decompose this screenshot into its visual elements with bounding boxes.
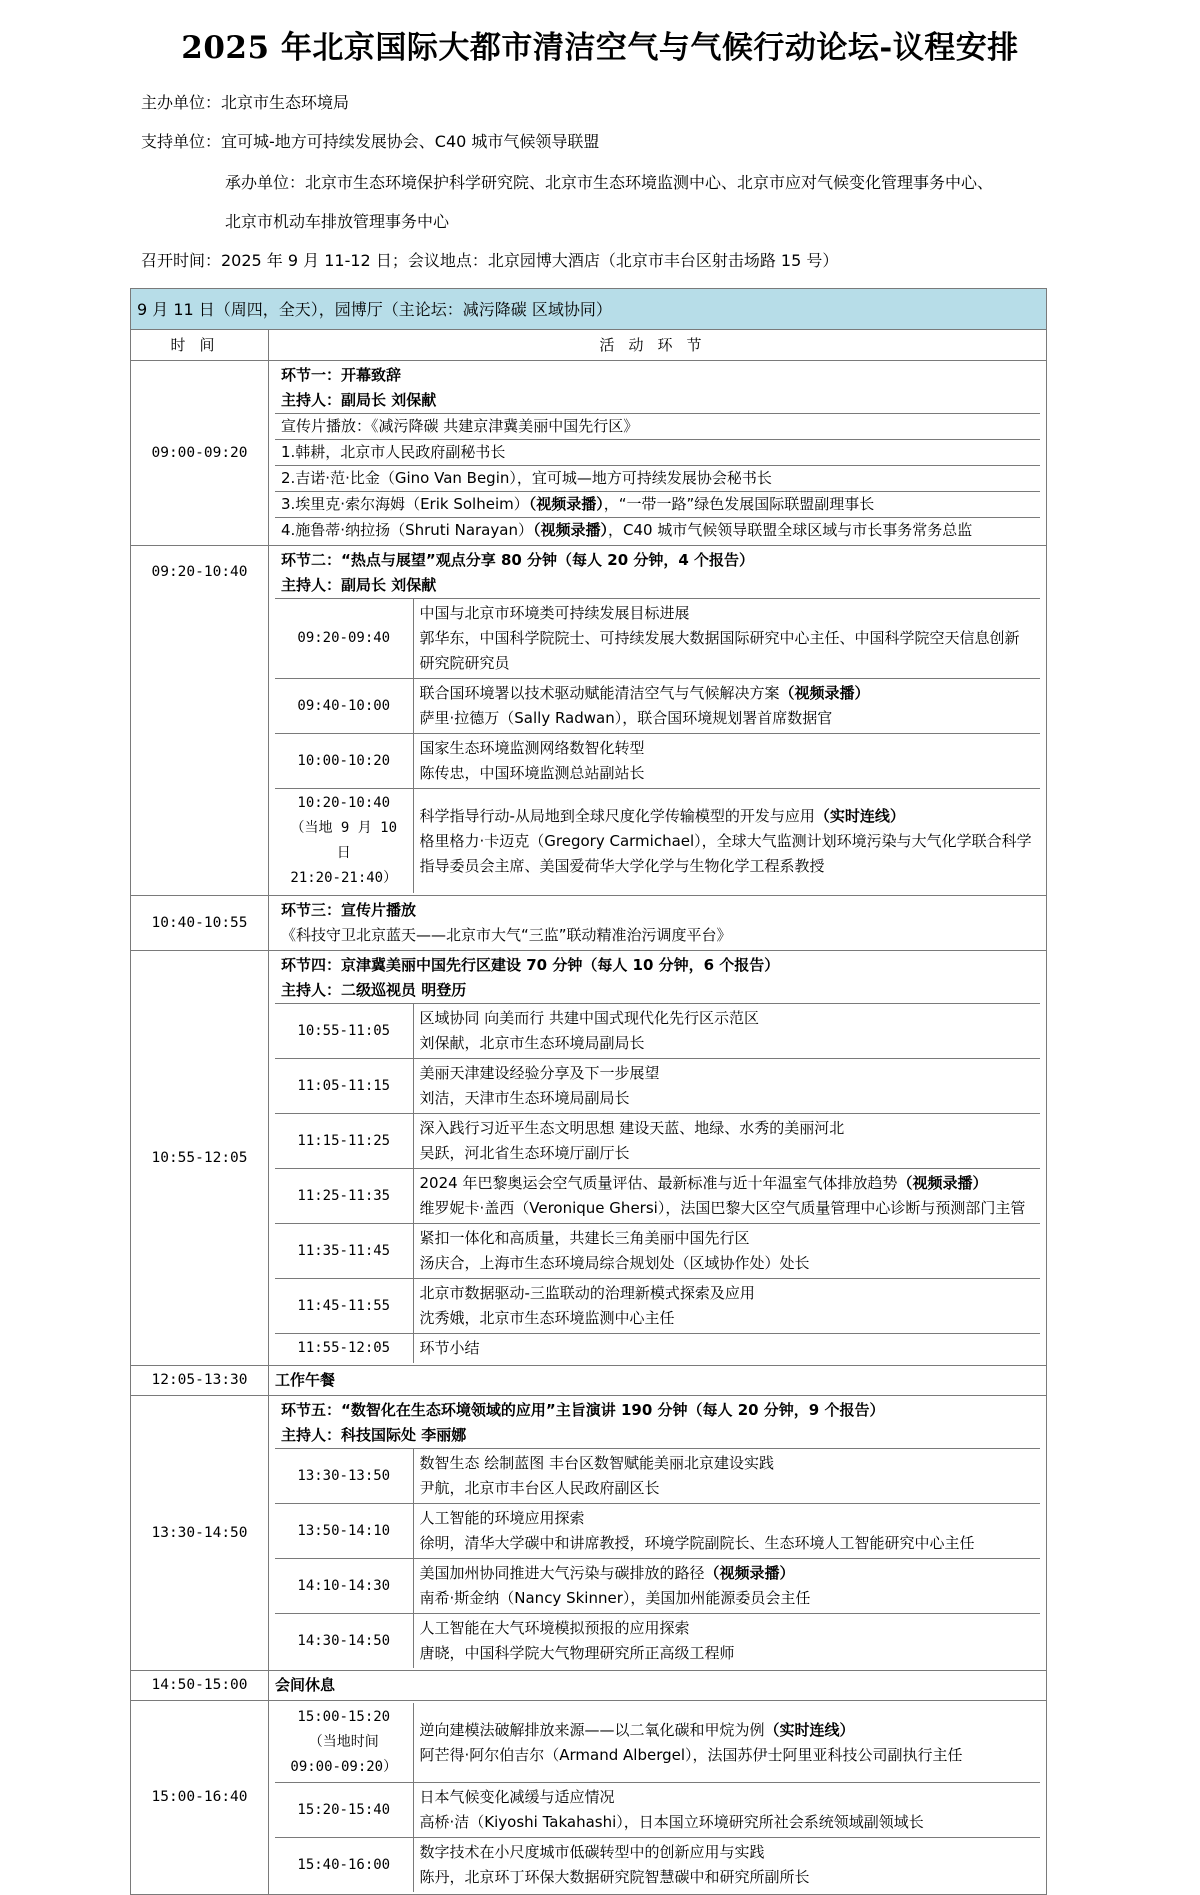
session-host: 主持人：副局长 刘保献 [281,576,437,594]
session-title: 环节五：“数智化在生态环境领域的应用”主旨演讲 190 分钟（每人 20 分钟，9 个报告） [281,1401,885,1419]
talk-time: 14:30-14:50 [275,1614,413,1669]
col-header-activity: 活动环节 [269,330,1047,361]
break-label: 会间休息 [269,1671,1047,1701]
col-header-time: 时间 [131,330,269,361]
local-time-note: （当地 9 月 10 日 [290,820,398,861]
talk-time: 11:45-11:55 [275,1279,413,1334]
talk-speaker: 萨里·拉德万（Sally Radwan），联合国环境规划署首席数据官 [419,709,833,727]
talk-row [275,1449,1040,1504]
talk-speaker: 陈传忠，中国环境监测总站副站长 [419,764,645,782]
talk-speaker: 阿芒得·阿尔伯吉尔（Armand Albergel），法国苏伊士阿里亚科技公司副执行主任 [419,1745,963,1764]
talk-time: 11:35-11:45 [275,1224,413,1279]
talk-time: 14:10-14:30 [275,1559,413,1614]
talk-row [275,1004,1040,1059]
session-2 [131,546,1047,896]
session-time: 12:05-13:30 [131,1366,269,1396]
talk-speaker: 南希·斯金纳（Nancy Skinner），美国加州能源委员会主任 [419,1589,811,1607]
talk-topic: 国家生态环境监测网络数智化转型 [419,739,645,757]
organizer-line-2: 北京市机动车排放管理事务中心 [225,212,450,231]
talk-topic: 人工智能的环境应用探索 [419,1509,585,1527]
speech-text: 3.埃里克·索尔海姆（Erik Solheim） [281,495,529,513]
speech-item [275,491,1040,517]
page-title: 2025 年北京国际大都市清洁空气与气候行动论坛-议程安排 [181,30,1019,66]
session-time: 10:55-12:05 [131,951,269,1366]
talk-list [275,598,1040,893]
organizer-line-1: 承办单位：北京市生态环境保护科学研究院、北京市生态环境监测中心、北京市应对气候变化管理事务中心、 [225,173,994,192]
talk-row [275,1059,1040,1114]
speech-item: 2.吉诺·范·比金（Gino Van Begin），宜可城—地方可持续发展协会秘书长 [275,465,1040,491]
talk-row [275,1614,1040,1669]
talk-time: 15:40-16:00 [275,1838,413,1893]
talk-speaker: 格里格力·卡迈克（Gregory Carmichael），全球大气监测计划环境污染与大气化学联合科学指导委员会主席、美国爱荷华大学化学与生物化学工程系教授 [419,831,1032,875]
talk-topic: 数字技术在小尺度城市低碳转型中的创新应用与实践 [419,1843,765,1861]
header-row [131,330,1047,361]
talk-topic: 2024 年巴黎奥运会空气质量评估、最新标准与近十年温室气体排放趋势 [419,1174,898,1192]
talk-list [275,1448,1040,1668]
session-host: 主持人：科技国际处 李丽娜 [281,1426,467,1444]
talk-speaker: 刘洁，天津市生态环境局副局长 [419,1089,630,1107]
talk-time: 11:15-11:25 [275,1114,413,1169]
talk-list [275,1703,1040,1892]
talk-time: 11:55-12:05 [275,1334,413,1364]
talk-row [275,1334,1040,1364]
talk-speaker: 郭华东，中国科学院院士、可持续发展大数据国际研究中心主任、中国科学院空天信息创新研究院研究员 [419,629,1020,672]
talk-time: 13:30-13:50 [275,1449,413,1504]
talk-row [275,1279,1040,1334]
talk-time: 10:55-11:05 [275,1004,413,1059]
lunch-label: 工作午餐 [269,1366,1047,1396]
live-tag: （实时连线） [814,806,905,825]
talk-time: 13:50-14:10 [275,1504,413,1559]
host-org: 主办单位：北京市生态环境局 [141,93,350,112]
session-time: 14:50-15:00 [131,1671,269,1701]
talk-speaker: 徐明，清华大学碳中和讲席教授，环境学院副院长、生态环境人工智能研究中心主任 [419,1534,975,1552]
speech-text: ，“一带一路”绿色发展国际联盟副理事长 [603,495,875,513]
session-time: 09:20-10:40 [131,546,269,896]
session-host: 主持人：副局长 刘保献 [281,391,437,409]
talk-speaker: 刘保献，北京市生态环境局副局长 [419,1034,645,1052]
video-tag: （视频录播） [532,521,608,539]
session-title: 环节二：“热点与展望”观点分享 80 分钟（每人 20 分钟，4 个报告） [281,551,755,569]
lunch-row [131,1366,1047,1396]
break-row [131,1671,1047,1701]
talk-topic: 环节小结 [413,1334,1040,1364]
talk-row [275,1504,1040,1559]
session-1 [131,361,1047,546]
session-title: 环节三：宣传片播放 [281,901,417,919]
talk-topic: 美丽天津建设经验分享及下一步展望 [419,1064,660,1082]
session-6 [131,1701,1047,1895]
session-time: 10:40-10:55 [131,896,269,951]
talk-topic: 深入践行习近平生态文明思想 建设天蓝、地绿、水秀的美丽河北 [419,1119,845,1137]
talk-time: 11:25-11:35 [275,1169,413,1224]
talk-time: 10:00-10:20 [275,734,413,789]
talk-time: 15:20-15:40 [275,1783,413,1838]
talk-topic: 日本气候变化减缓与适应情况 [419,1788,615,1806]
talk-topic: 美国加州协同推进大气污染与碳排放的路径 [419,1564,705,1582]
talk-speaker: 唐晓，中国科学院大气物理研究所正高级工程师 [419,1644,735,1662]
talk-topic: 人工智能在大气环境模拟预报的应用探索 [419,1619,690,1637]
talk-row [275,1838,1040,1893]
talk-topic: 北京市数据驱动-三监联动的治理新模式探索及应用 [419,1284,755,1302]
talk-time: 09:20-09:40 [275,599,413,679]
session-title: 环节一：开幕致辞 [281,366,402,384]
video-tag: （视频录播） [528,495,604,513]
talk-speaker: 高桥·洁（Kiyoshi Takahashi），日本国立环境研究所社会系统领域副领域长 [419,1813,924,1831]
session-host: 主持人：二级巡视员 明登历 [281,981,467,999]
session-time: 15:00-16:40 [131,1701,269,1895]
talk-topic: 中国与北京市环境类可持续发展目标进展 [419,604,690,622]
local-time-note: （当地时间 [308,1734,379,1750]
speech-text: 4.施鲁蒂·纳拉扬（Shruti Narayan） [281,521,533,539]
talk-row [275,1783,1040,1838]
talk-row [275,1559,1040,1614]
session-title: 环节四：京津冀美丽中国先行区建设 70 分钟（每人 10 分钟，6 个报告） [281,956,780,974]
support-org: 支持单位：宜可城-地方可持续发展协会、C40 城市气候领导联盟 [141,132,600,151]
talk-row [275,599,1040,679]
promo-video: 《科技守卫北京蓝天——北京市大气“三监”联动精准治污调度平台》 [281,926,732,944]
talk-row [275,734,1040,789]
video-tag: （视频录播） [897,1174,988,1192]
talk-time: 15:00-15:20 [297,1709,391,1725]
speech-item [275,517,1040,543]
talk-row [275,1703,1040,1783]
talk-time: 09:40-10:00 [275,679,413,734]
talk-speaker: 尹航，北京市丰台区人民政府副区长 [419,1479,660,1497]
video-tag: （视频录播） [704,1564,795,1582]
time-place: 召开时间：2025 年 9 月 11-12 日；会议地点：北京园博大酒店（北京市丰台区射击场路 15 号） [141,251,839,270]
talk-topic: 科学指导行动-从局地到全球尺度化学传输模型的开发与应用 [419,806,815,825]
speech-text: ，C40 城市气候领导联盟全球区域与市长事务常务总监 [607,521,973,539]
talk-row [275,1169,1040,1224]
talk-time: 11:05-11:15 [275,1059,413,1114]
day-banner-row [131,289,1047,330]
talk-time: 10:20-10:40 [297,795,391,811]
talk-speaker: 陈丹，北京环丁环保大数据研究院智慧碳中和研究所副所长 [419,1868,810,1886]
talk-list [275,1003,1040,1363]
session-4 [131,951,1047,1366]
session-5 [131,1396,1047,1671]
talk-row [275,679,1040,734]
talk-topic: 紧扣一体化和高质量，共建长三角美丽中国先行区 [419,1229,750,1247]
local-time-note: 09:00-09:20） [290,1759,398,1775]
talk-topic: 逆向建模法破解排放来源——以二氧化碳和甲烷为例 [419,1720,765,1739]
agenda-table [130,288,1047,1895]
talk-speaker: 汤庆合，上海市生态环境局综合规划处（区域协作处）处长 [419,1254,810,1272]
talk-row [275,789,1040,894]
talk-speaker: 维罗妮卡·盖西（Veronique Ghersi），法国巴黎大区空气质量管理中心诊断与预测部门主管 [419,1199,1026,1217]
session-3 [131,896,1047,951]
video-tag: （视频录播） [779,684,870,702]
talk-speaker: 沈秀娥，北京市生态环境监测中心主任 [419,1309,675,1327]
live-tag: （实时连线） [764,1720,855,1739]
day-banner: 9 月 11 日（周四，全天），园博厅（主论坛：减污降碳 区域协同） [131,289,1047,330]
talk-row [275,1114,1040,1169]
session-time: 09:00-09:20 [131,361,269,546]
session-time: 13:30-14:50 [131,1396,269,1671]
local-time-note: 21:20-21:40） [290,870,398,886]
promo-video: 宣传片播放：《减污降碳 共建京津冀美丽中国先行区》 [275,413,1040,439]
talk-speaker: 吴跃，河北省生态环境厅副厅长 [419,1144,630,1162]
speech-item: 1.韩耕，北京市人民政府副秘书长 [275,439,1040,465]
talk-topic: 数智生态 绘制蓝图 丰台区数智赋能美丽北京建设实践 [419,1454,775,1472]
talk-row [275,1224,1040,1279]
talk-topic: 区域协同 向美而行 共建中国式现代化先行区示范区 [419,1009,760,1027]
talk-topic: 联合国环境署以技术驱动赋能清洁空气与气候解决方案 [419,684,780,702]
